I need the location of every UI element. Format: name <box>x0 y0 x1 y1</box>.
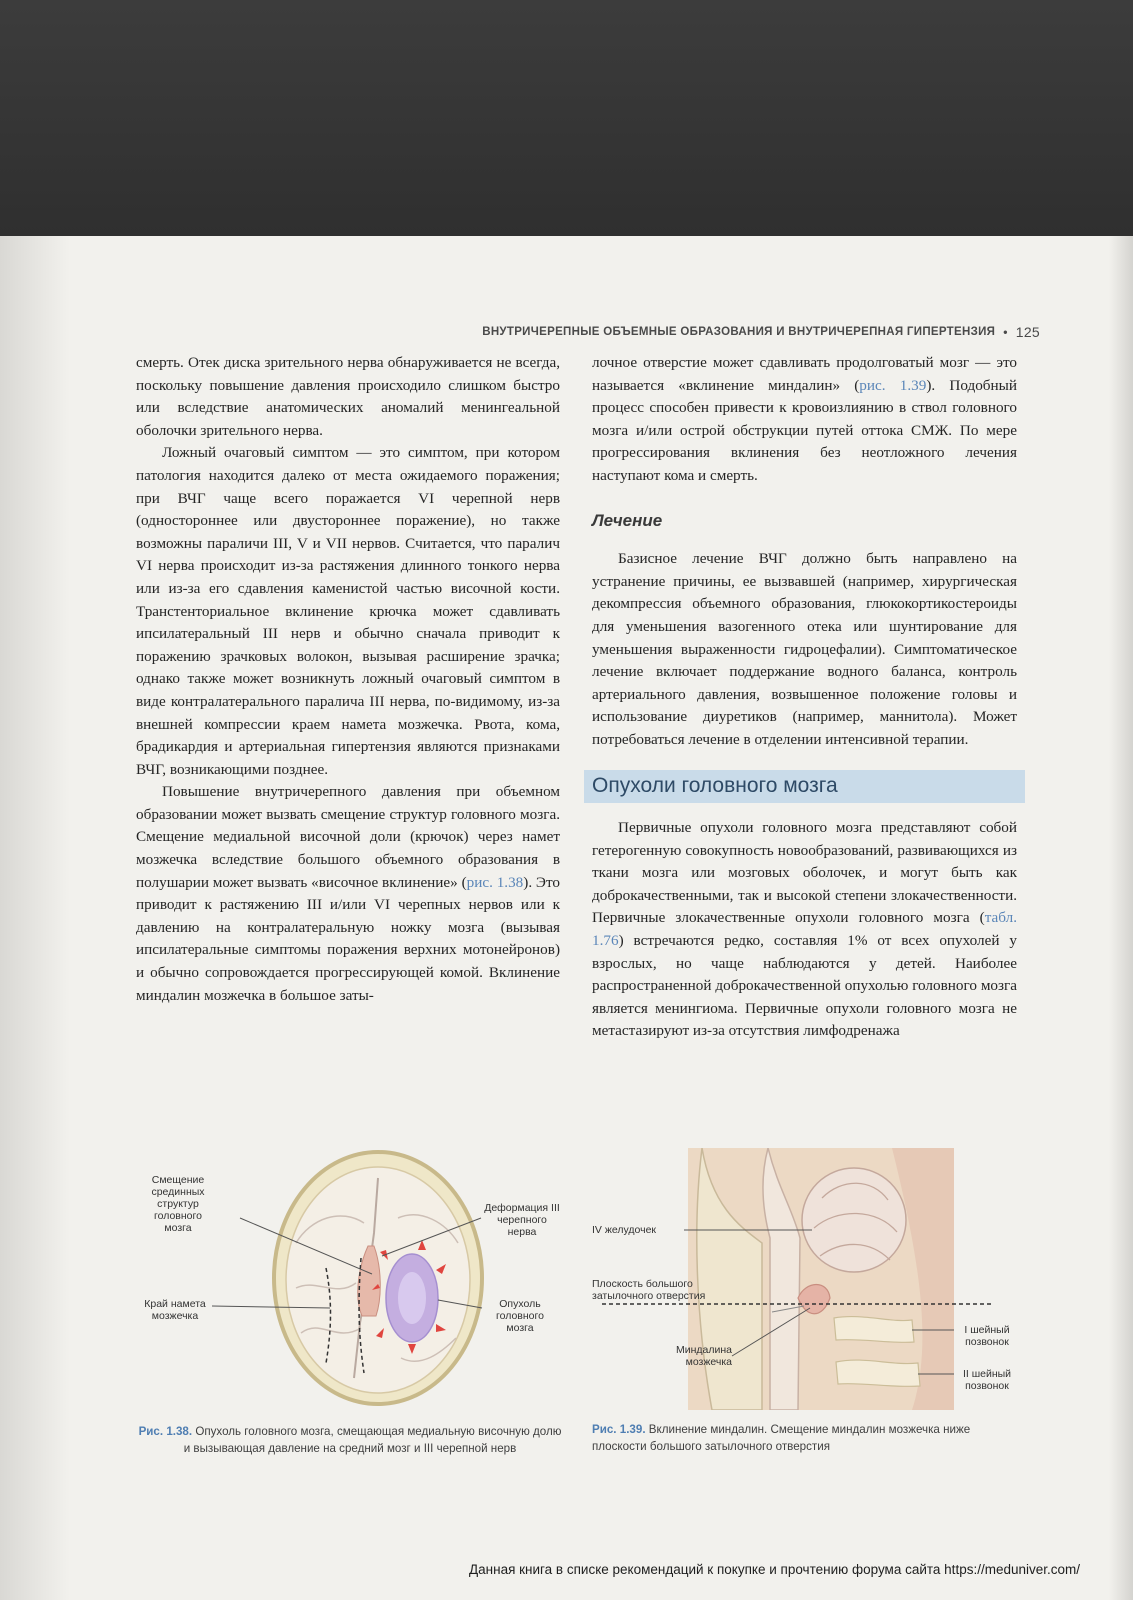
gutter-shadow <box>0 236 70 1600</box>
paragraph-text: ). Это приводит к растяжению III и/или VI черепных нервов или к давлению на контралатеральную ножку мозга (вызывая ипсилатеральные симптомы поражения верхних мотонейронов) и обычно сопровождается прогрессирующей комой. Вклинение миндалин мозжечка в большое заты- <box>136 873 560 1004</box>
label-tentorium-edge: Край намета мозжечка <box>144 1298 206 1322</box>
label-c2-vertebra: II шейный позвонок <box>962 1368 1012 1392</box>
running-title: ВНУТРИЧЕРЕПНЫЕ ОБЪЕМНЫЕ ОБРАЗОВАНИЯ И ВНУТРИЧЕРЕПНАЯ ГИПЕРТЕНЗИЯ <box>482 326 996 338</box>
paragraph: Базисное лечение ВЧГ должно быть направлено на устранение причины, ее вызвавшей (например, хирургическая декомпрессия объемного образования, глюкокортикостероиды для уменьшения вазогенного отека или шунтирование для уменьшения выраженности гидроцефалии). Симптоматическое лечение включает поддержание водного баланса, контроль артериального давления, возвышенное положение головы и использование диуретиков (например, маннитола). Может потребоваться лечение в отделении интенсивной терапии. <box>592 550 1017 748</box>
paragraph-text: лочное отверстие может сдавливать продолговатый мозг — это называется «вклинение миндалин» ( <box>592 354 1017 394</box>
running-header <box>320 324 1040 340</box>
right-column <box>592 352 1017 1043</box>
label-nerve-deformation: Деформация III черепного нерва <box>484 1202 560 1238</box>
figure-1-38 <box>136 1148 564 1426</box>
table-reference-link[interactable]: табл. 1.76 <box>592 909 1017 950</box>
section-heading-brain-tumors: Опухоли головного мозга <box>584 770 1025 804</box>
paragraph <box>592 817 1017 1043</box>
figure-reference-link[interactable]: рис. 1.38 <box>466 873 524 891</box>
left-column <box>136 352 560 1007</box>
caption-number: Рис. 1.39. <box>592 1423 646 1436</box>
paragraph-text: Первичные опухоли головного мозга представляют собой гетерогенную совокупность новообразований, развивающихся из ткани мозга или мозговых оболочек, и могут быть как доброкачественными, так и высокой степени злокачественности. Первичные злокачественные опухоли головного мозга ( <box>592 819 1017 927</box>
paragraph-text: Повышение внутричерепного давления при объемном образовании может вызвать смещение структур головного мозга. Смещение медиальной височной доли (крючок) через намет мозжечка вследствие большого объемного образования в полушарии может вызвать «височное вклинение» ( <box>136 783 560 891</box>
label-foramen-magnum-plane: Плоскость большого затылочного отверстия <box>592 1278 706 1302</box>
paragraph: Ложный очаговый симптом — это симптом, при котором патология находится далеко от места ожидаемого поражения; при ВЧГ чаще всего поражается VI черепной нерв (одностороннее или двустороннее поражение), но также возможны параличи III, V и VII нервов. Считается, что паралич VI нерва происходит из-за растяжения длинного тонкого нерва или из-за его сдавления каменистой частью височной кости. Транстенториальное вклинение крючка может сдавливать ипсилатеральный III нерв и обычно сначала приводит к поражению зрачковых волокон, вызывая расширение зрачка; однако также может возникнуть ложный очаговый симптом в виде контралатерального паралича III нерва, по-видимому, из-за внешней компрессии краем намета мозжечка. Рвота, кома, брадикардия и артериальная гипертензия являются признаками ВЧГ, возникающими позднее. <box>136 444 560 778</box>
caption-text: Вклинение миндалин. Смещение миндалин мозжечка ниже плоскости большого затылочного отверстия <box>592 1423 971 1453</box>
page-number: 125 <box>1015 324 1040 340</box>
paragraph-text: ) встречаются редко, составляя 1% от всех опухолей у взрослых, но чаще наблюдаются у детей. Наиболее распространенной доброкачественной опухолью головного мозга является менингиома. Первичные опухоли головного мозга не метастазируют из-за отсутствия лимфодренажа <box>592 932 1017 1040</box>
footer-note: Данная книга в списке рекомендаций к покупке и прочтению форума сайта https://meduniver.com/ <box>469 1562 1080 1577</box>
subheading-treatment: Лечение <box>592 510 663 530</box>
figure-1-38-caption <box>136 1423 564 1457</box>
paragraph-text: ). Подобный процесс способен привести к кровоизлиянию в ствол головного мозга и/или острой обструкции путей оттока СМЖ. По мере прогрессирования вклинения без неотложного лечения наступают кома и смерть. <box>592 376 1017 484</box>
label-c1-vertebra: I шейный позвонок <box>964 1324 1010 1348</box>
label-midline-shift: Смещение срединных структур головного мозга <box>151 1174 205 1234</box>
paragraph <box>592 352 1017 488</box>
caption-number: Рис. 1.38. <box>138 1425 193 1438</box>
paragraph <box>136 781 560 1007</box>
dark-scan-band <box>0 0 1133 236</box>
page-edge-shadow <box>1109 236 1133 1600</box>
label-cerebellar-tonsil: Миндалина мозжечка <box>675 1344 732 1368</box>
label-fourth-ventricle: IV желудочек <box>592 1224 657 1236</box>
header-separator: • <box>1003 325 1008 339</box>
label-brain-tumor: Опухоль головного мозга <box>496 1298 544 1334</box>
figure-1-39 <box>592 1148 1022 1410</box>
caption-text: Опухоль головного мозга, смещающая медиальную височную долю и вызывающая давление на средний мозг и III черепной нерв <box>183 1425 562 1455</box>
figure-reference-link[interactable]: рис. 1.39 <box>859 376 927 394</box>
paragraph: смерть. Отек диска зрительного нерва обнаруживается не всегда, поскольку повышение давления происходило слишком быстро или вследствие анатомических аномалий менингеальной оболочки зрительного нерва. <box>136 354 560 439</box>
figure-1-39-caption <box>592 1421 1022 1455</box>
